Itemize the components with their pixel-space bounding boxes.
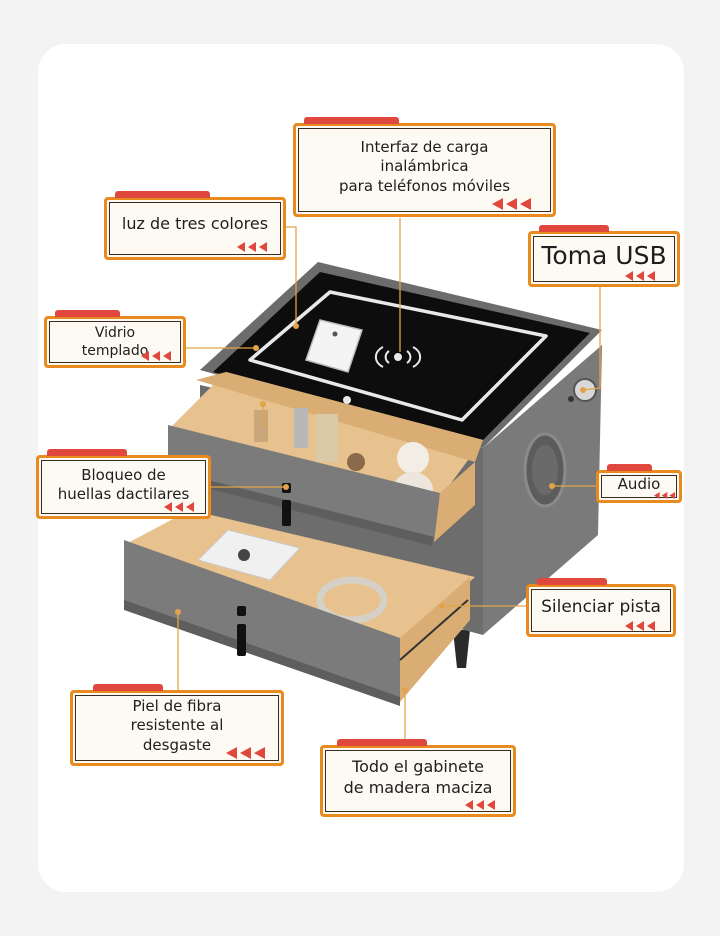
comb [347,453,365,471]
callout-solid-wood [320,745,516,817]
red-arrows [164,502,194,512]
red-arrows [226,747,265,759]
callout-three-color-light-text: luz de tres colores [121,214,269,234]
callout-tab [304,117,399,124]
red-arrows [625,271,655,281]
callout-usb-port-text: Toma USB [541,240,667,270]
perfume-bottle [316,414,338,462]
usb-port-inner [568,396,574,402]
callout-tab [93,684,163,691]
callout-tab [539,225,609,232]
red-arrows [237,242,267,252]
callout-fiber-leather [70,690,284,766]
callout-fingerprint-lock-text: Bloqueo de huellas dactilares [57,465,190,503]
callout-tab [537,578,607,585]
red-arrows [492,198,531,210]
bottom-drawer-handle [237,624,246,656]
callout-tab [337,739,427,746]
phone-camera [333,332,338,337]
red-arrows [654,492,675,499]
callout-tab [55,310,120,317]
callout-silent-track [526,584,676,637]
callout-audio [596,470,682,503]
bottom-fingerprint-sensor [237,606,246,616]
callout-fiber-leather-text: Piel de fibra resistente al desgaste [130,696,224,754]
top-drawer-handle [282,500,291,526]
red-arrows [141,351,171,361]
brush-cup [254,410,268,442]
red-arrows [465,800,495,810]
callout-tab [115,191,210,198]
callout-tempered-glass-text: Vidrio templado [81,324,149,359]
red-arrows [625,621,655,631]
callout-tab [47,449,127,456]
callout-tab [607,464,652,471]
callout-tempered-glass [44,316,186,368]
callout-wireless-charging-text: Interfaz de carga inalámbrica para teléfonos móviles [338,137,511,195]
callout-silent-track-text: Silenciar pista [541,597,661,618]
cosmetic-bottle [294,408,308,448]
callout-solid-wood-text: Todo el gabinete de madera maciza [343,757,493,797]
book-image [238,549,250,561]
power-button [343,396,351,404]
callout-usb-port [528,231,680,287]
callout-three-color-light [104,197,286,260]
callout-fingerprint-lock [36,455,211,519]
teddy-bear-head [397,442,429,474]
callout-wireless-charging [293,123,556,217]
callout-audio-text: Audio [617,475,661,494]
